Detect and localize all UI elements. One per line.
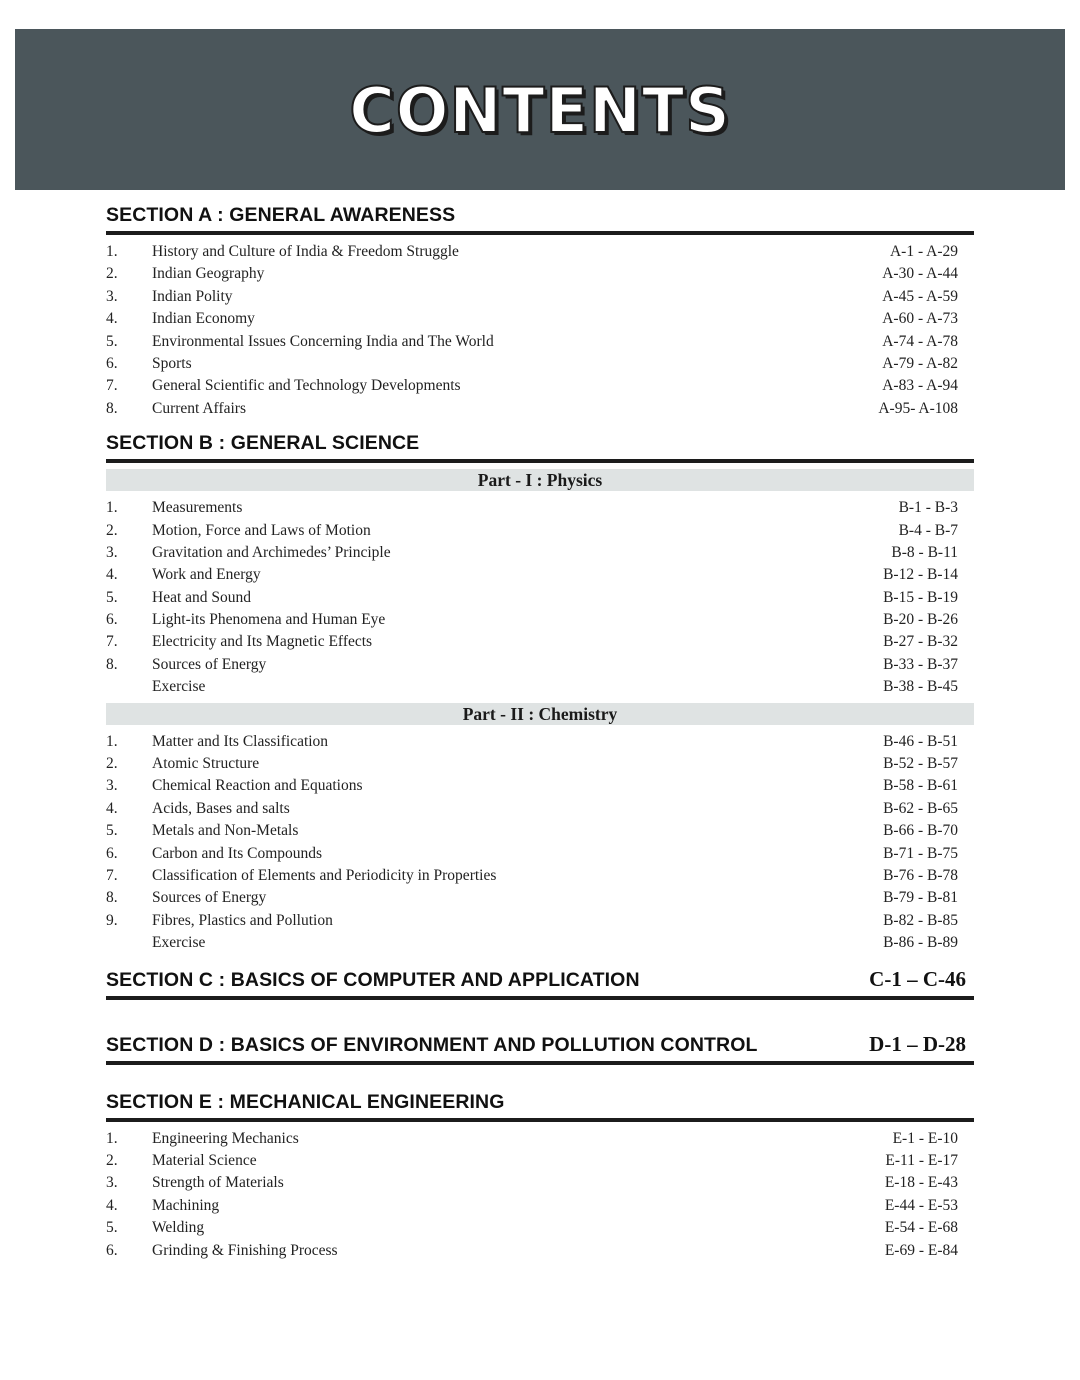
toc-entry [106, 542, 974, 564]
entry-number: 3. [106, 287, 118, 305]
toc-entry [106, 865, 974, 887]
toc-entry [106, 609, 974, 631]
entry-title: Indian Polity [152, 287, 233, 305]
entry-pages: A-1 - A-29 [889, 243, 958, 260]
entry-title: Metals and Non-Metals [152, 822, 299, 840]
entry-title: General Scientific and Technology Developments [152, 377, 461, 395]
entry-title: Engineering Mechanics [152, 1129, 299, 1147]
entry-number: 1. [106, 732, 118, 750]
toc-entry [106, 887, 974, 909]
entry-number: 6. [106, 1241, 118, 1259]
entry-number: 8. [106, 399, 118, 417]
entry-pages: B-82 - B-85 [883, 911, 958, 929]
entry-pages: B-66 - B-70 [883, 822, 958, 840]
entry-title: Sources of Energy [152, 655, 267, 673]
section-b-header [106, 432, 974, 463]
entry-pages: B-20 - B-26 [883, 611, 958, 629]
toc-entry [106, 241, 974, 263]
toc-entry [106, 375, 974, 397]
toc-entry [106, 654, 974, 676]
entry-title: Matter and Its Classification [152, 732, 329, 750]
entry-pages: B-8 - B-11 [891, 543, 958, 561]
toc-entry [106, 398, 974, 420]
toc-entry [106, 775, 974, 797]
entry-pages: B-76 - B-78 [883, 866, 958, 884]
entry-pages: B-1 - B-3 [898, 499, 958, 517]
entry-title: Acids, Bases and salts [152, 799, 290, 817]
entry-pages: E-1 - E-10 [892, 1129, 958, 1147]
section-e-title: SECTION E : MECHANICAL ENGINEERING [106, 1090, 505, 1113]
entry-title: Sports [152, 354, 192, 372]
entry-pages: B-33 - B-37 [883, 655, 958, 673]
table-of-contents [106, 204, 974, 1262]
entry-pages: B-46 - B-51 [883, 732, 958, 750]
entry-title: Exercise [152, 678, 206, 696]
entry-title: History and Culture of India & Freedom Struggle [152, 243, 459, 260]
entry-number: 2. [106, 265, 118, 283]
toc-entry [106, 1150, 974, 1172]
section-d-range: D-1 – D-28 [869, 1031, 966, 1056]
entry-pages: A-30 - A-44 [882, 265, 958, 283]
entry-number: 1. [106, 499, 118, 517]
toc-entry [106, 798, 974, 820]
section-d-title: SECTION D : BASICS OF ENVIRONMENT AND POLLUTION CONTROL [106, 1033, 758, 1056]
entry-pages: B-4 - B-7 [898, 521, 958, 539]
section-b-title: SECTION B : GENERAL SCIENCE [106, 432, 420, 455]
entry-pages: A-60 - A-73 [882, 310, 958, 328]
entry-number: 6. [106, 844, 118, 862]
toc-entry [106, 631, 974, 653]
toc-entry [106, 1195, 974, 1217]
entry-title: Indian Economy [152, 310, 255, 328]
entry-number: 8. [106, 655, 118, 673]
entry-number: 5. [106, 822, 118, 840]
entry-number: 2. [106, 521, 118, 539]
entry-pages: A-95- A-108 [878, 399, 958, 417]
entry-number: 8. [106, 889, 118, 907]
page-title: CONTENTS [349, 74, 731, 147]
entry-title: Fibres, Plastics and Pollution [152, 911, 333, 929]
chemistry-list [106, 731, 974, 955]
entry-pages: B-38 - B-45 [883, 678, 958, 696]
entry-title: Classification of Elements and Periodicity in Properties [152, 866, 497, 884]
entry-pages: B-71 - B-75 [883, 844, 958, 862]
entry-number: 2. [106, 755, 118, 773]
entry-number: 5. [106, 1219, 118, 1237]
entry-pages: E-69 - E-84 [884, 1241, 958, 1259]
entry-title: Current Affairs [152, 399, 246, 417]
entry-number: 7. [106, 866, 118, 884]
toc-entry [106, 932, 974, 954]
toc-entry [106, 286, 974, 308]
contents-banner [15, 29, 1065, 190]
toc-entry [106, 910, 974, 932]
toc-entry [106, 497, 974, 519]
section-e-list [106, 1128, 974, 1262]
entry-title: Environmental Issues Concerning India and The World [152, 332, 494, 350]
toc-entry [106, 331, 974, 353]
toc-entry [106, 820, 974, 842]
entry-title: Chemical Reaction and Equations [152, 777, 363, 795]
entry-number: 7. [106, 633, 118, 651]
entry-number: 3. [106, 543, 118, 561]
entry-number: 6. [106, 354, 118, 372]
entry-pages: B-15 - B-19 [883, 588, 958, 606]
section-c-range: C-1 – C-46 [869, 966, 966, 991]
toc-entry [106, 676, 974, 698]
entry-title: Light-its Phenomena and Human Eye [152, 611, 386, 629]
section-e-header [106, 1091, 974, 1122]
entry-title: Atomic Structure [152, 755, 260, 773]
toc-entry [106, 1128, 974, 1150]
entry-title: Exercise [152, 934, 206, 952]
physics-list [106, 497, 974, 699]
entry-title: Strength of Materials [152, 1174, 284, 1192]
toc-entry [106, 308, 974, 330]
toc-entry [106, 753, 974, 775]
entry-title: Material Science [152, 1151, 257, 1169]
entry-pages: A-79 - A-82 [882, 354, 958, 372]
entry-pages: E-44 - E-53 [884, 1196, 958, 1214]
entry-pages: E-11 - E-17 [885, 1151, 958, 1169]
entry-pages: B-86 - B-89 [883, 934, 958, 952]
toc-entry [106, 1217, 974, 1239]
entry-number: 4. [106, 1196, 118, 1214]
entry-number: 3. [106, 1174, 118, 1192]
entry-number [106, 676, 152, 698]
entry-number: 4. [106, 799, 118, 817]
section-a-list [106, 241, 974, 420]
entry-pages: B-52 - B-57 [883, 755, 958, 773]
toc-entry [106, 1240, 974, 1262]
entry-title: Work and Energy [152, 566, 261, 584]
entry-title: Electricity and Its Magnetic Effects [152, 633, 373, 651]
entry-number: 9. [106, 911, 118, 929]
toc-entry [106, 731, 974, 753]
entry-number: 6. [106, 611, 118, 629]
entry-number: 5. [106, 588, 118, 606]
toc-entry [106, 587, 974, 609]
entry-pages: B-58 - B-61 [883, 777, 958, 795]
entry-title: Gravitation and Archimedes’ Principle [152, 543, 391, 561]
entry-pages: E-18 - E-43 [884, 1174, 958, 1192]
entry-pages: E-54 - E-68 [884, 1219, 958, 1237]
entry-pages: B-79 - B-81 [883, 889, 958, 907]
entry-number: 5. [106, 332, 118, 350]
entry-title: Indian Geography [152, 265, 265, 283]
toc-entry [106, 353, 974, 375]
entry-pages: A-74 - A-78 [882, 332, 958, 350]
entry-title: Grinding & Finishing Process [152, 1241, 338, 1259]
entry-number: 7. [106, 377, 118, 395]
toc-entry [106, 263, 974, 285]
section-c-title: SECTION C : BASICS OF COMPUTER AND APPLICATION [106, 968, 640, 991]
entry-number: 1. [106, 243, 118, 260]
entry-number: 3. [106, 777, 118, 795]
section-a-title: SECTION A : GENERAL AWARENESS [106, 204, 456, 226]
toc-entry [106, 1172, 974, 1194]
toc-entry [106, 564, 974, 586]
entry-pages: B-62 - B-65 [883, 799, 958, 817]
entry-number [106, 932, 152, 954]
part-physics-heading: Part - I : Physics [106, 469, 974, 491]
entry-title: Motion, Force and Laws of Motion [152, 521, 371, 539]
entry-number: 2. [106, 1151, 118, 1169]
entry-title: Measurements [152, 499, 243, 517]
entry-number: 4. [106, 566, 118, 584]
section-d-header [106, 1032, 974, 1065]
toc-entry [106, 843, 974, 865]
section-a-header [106, 204, 974, 235]
part-chemistry-heading: Part - II : Chemistry [106, 703, 974, 725]
entry-number: 4. [106, 310, 118, 328]
entry-title: Welding [152, 1219, 205, 1237]
entry-pages: B-27 - B-32 [883, 633, 958, 651]
entry-title: Machining [152, 1196, 220, 1214]
entry-title: Heat and Sound [152, 588, 252, 606]
entry-pages: A-83 - A-94 [882, 377, 958, 395]
entry-pages: A-45 - A-59 [882, 287, 958, 305]
entry-number: 1. [106, 1129, 118, 1147]
section-c-header [106, 967, 974, 1000]
entry-title: Sources of Energy [152, 889, 267, 907]
entry-pages: B-12 - B-14 [883, 566, 958, 584]
entry-title: Carbon and Its Compounds [152, 844, 323, 862]
toc-entry [106, 520, 974, 542]
